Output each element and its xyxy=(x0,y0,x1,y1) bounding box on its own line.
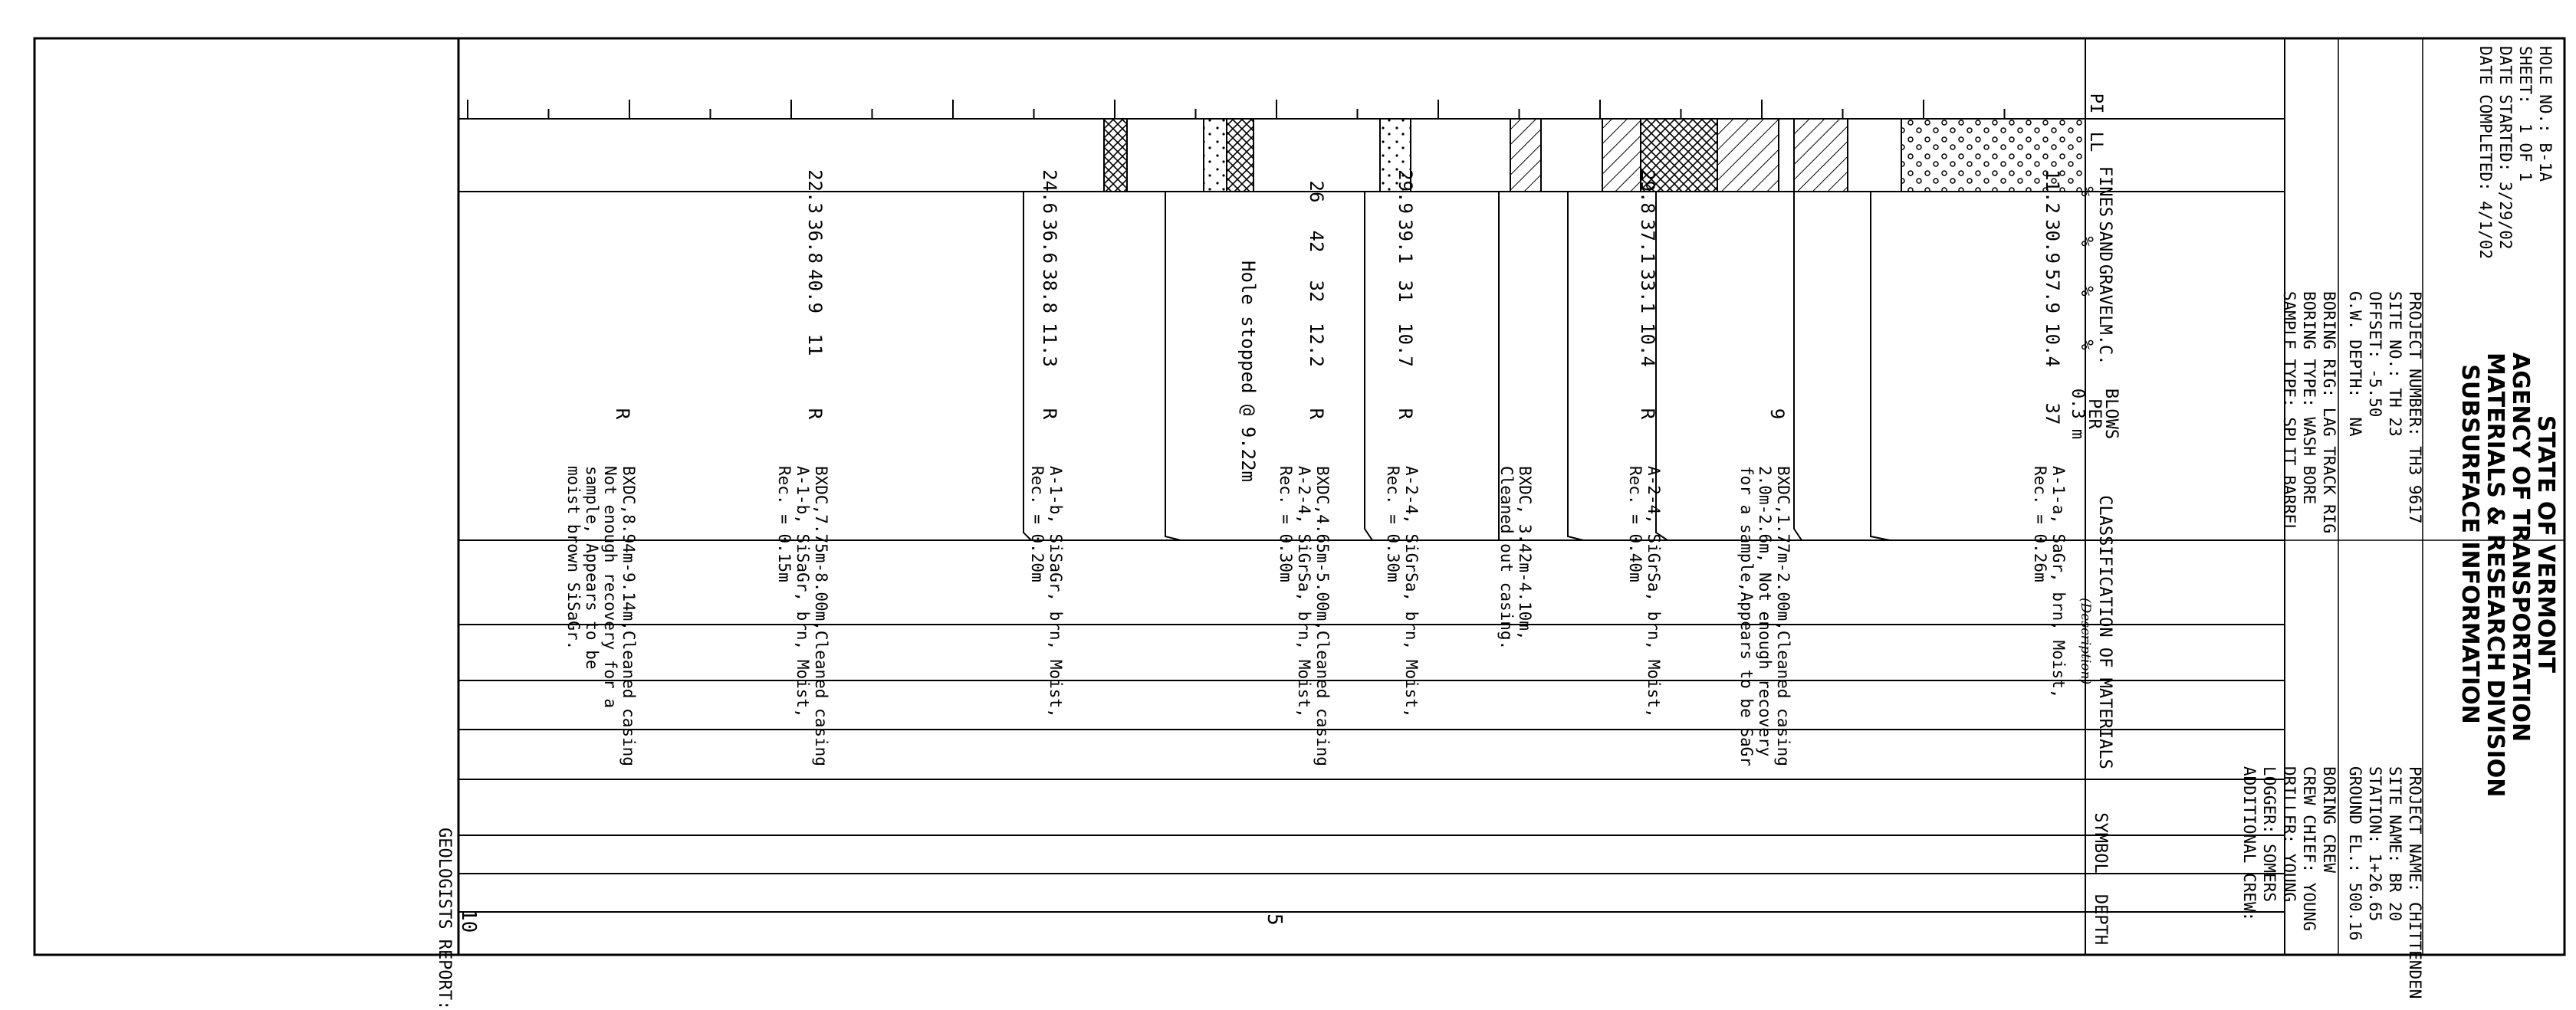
site-number: SITE NO.: TH 23 xyxy=(2386,291,2404,437)
sample-description-line: A-2-4, SiGrSa, brn, Moist, xyxy=(1644,466,1664,718)
sample-mc-value: 10.4 xyxy=(1637,323,1659,367)
sample-description-line: Rec. = 0.20m xyxy=(1027,466,1046,582)
sample-gravel-value: 32 xyxy=(1305,280,1327,303)
sample-description-line: Rec. = 0.26m xyxy=(2030,466,2049,582)
col-header-blows-1: BLOWS xyxy=(2101,388,2121,440)
project-number: PROJECT NUMBER: TH3 9617 xyxy=(2406,291,2424,524)
sample-gravel-value: 38.8 xyxy=(1038,269,1060,313)
date-started: DATE STARTED: 3/29/02 xyxy=(2496,46,2515,250)
col-header-gravel-2: % xyxy=(2077,286,2096,297)
col-header-gravel-1: GRAVEL xyxy=(2095,264,2114,326)
sample-mc-value: 11 xyxy=(803,333,826,356)
sample-description-line: A-2-4, SiGrSa, brn, Moist, xyxy=(1401,466,1421,718)
sample-description-line: Not enough recovery for a xyxy=(600,466,619,709)
col-header-ll: LL xyxy=(2086,131,2105,152)
logger: LOGGER: SOMERS xyxy=(2260,766,2279,903)
hole-stopped-note: Hole stopped @ 9.22m xyxy=(1237,261,1259,482)
sample-sand-value: 30.9 xyxy=(2041,219,2063,264)
geologists-report-label: GEOLOGISTS REPORT: xyxy=(435,828,454,1010)
sample-sand-value: 37.1 xyxy=(1637,219,1659,264)
sample-description-line: moist brown SiSaGr. xyxy=(564,466,583,651)
sample-description-line: A-2-4, SiGrSa, brn, Moist, xyxy=(1294,466,1313,718)
additional-crew: ADDITIONAL CREW: xyxy=(2240,766,2259,922)
boring-crew: BORING CREW xyxy=(2320,766,2338,874)
groundwater-depth: G.W. DEPTH: NA xyxy=(2346,291,2364,437)
crew-chief: CREW CHIEF: YOUNG xyxy=(2300,766,2318,931)
sample-description-line: Rec. = 0.30m xyxy=(1383,466,1402,582)
sample-mc-value: 11.3 xyxy=(1038,323,1060,367)
sample-gravel-value: 57.9 xyxy=(2041,269,2063,313)
sample-blows-value: R xyxy=(611,408,633,420)
agency-title-1: STATE OF VERMONT xyxy=(2532,415,2559,674)
sample-sand-value: 36.8 xyxy=(803,219,826,264)
sample-mc-value: 12.2 xyxy=(1305,323,1327,367)
date-completed: DATE COMPLETED: 4/1/02 xyxy=(2476,46,2495,260)
sample-fines-value: 26 xyxy=(1305,180,1327,203)
sample-description-line: sample, Appears to be xyxy=(582,466,601,670)
sample-blows-value: R xyxy=(1305,408,1327,420)
col-header-pi: PI xyxy=(2086,93,2105,114)
col-header-mc-1: M.C. xyxy=(2095,324,2114,366)
sample-gravel-value: 40.9 xyxy=(803,269,826,313)
sample-description-line: BXDC,8.94m-9.14m,Cleaned casing xyxy=(619,466,638,766)
sample-blows-value: 9 xyxy=(1766,408,1789,420)
sample-mc-value: 10.4 xyxy=(2041,323,2063,367)
sample-description-line: BXDC,4.65m-5.00m,Cleaned casing xyxy=(1313,466,1332,766)
col-header-sand-1: SAND xyxy=(2095,221,2114,262)
sample-description-line: A-1-a, SaGr, brn, Moist, xyxy=(2049,466,2068,699)
sample-fines-value: 22.3 xyxy=(803,169,826,214)
ground-elevation: GROUND EL.: 500.16 xyxy=(2346,766,2364,941)
agency-title-4: SUBSURFACE INFORMATION xyxy=(2456,364,2483,724)
boring-rig: BORING RIG: LAG TRACK RIG xyxy=(2320,291,2338,534)
col-header-symbol: SYMBOL xyxy=(2091,812,2110,874)
sample-sand-value: 39.1 xyxy=(1394,219,1416,264)
depth-tick-label-5: 5 xyxy=(1263,913,1286,926)
sample-description-line: A-1-b, SiSaGr, brn, Moist, xyxy=(793,466,812,718)
offset: OFFSET: -5.50 xyxy=(2366,291,2384,418)
sample-blows-value: R xyxy=(1038,408,1060,420)
sample-sand-value: 42 xyxy=(1305,230,1327,253)
sample-description-line: 2.0m-2.6m, Not enough recovery xyxy=(1756,466,1775,757)
col-header-fines-1: FINES xyxy=(2095,166,2114,218)
agency-title-2: AGENCY OF TRANSPORTATION xyxy=(2507,353,2534,743)
sample-description-line: BXDC,7.75m-8.00m,Cleaned casing xyxy=(811,466,830,766)
col-header-depth: DEPTH xyxy=(2091,894,2110,946)
sample-fines-value: 29.8 xyxy=(1637,169,1659,214)
boring-type: BORING TYPE: WASH BORE xyxy=(2300,291,2318,505)
col-header-blows-3: 0.3 m xyxy=(2068,388,2087,440)
depth-tick-label-10: 10 xyxy=(457,909,480,933)
driller: DRILLER: YOUNG xyxy=(2280,766,2298,903)
sample-description-line: BXDC, 3.42m-4.10m, xyxy=(1515,466,1534,641)
sample-blows-value: R xyxy=(1637,408,1659,420)
station: STATION: 1+26.65 xyxy=(2366,766,2384,922)
sample-blows-value: R xyxy=(803,408,826,420)
col-header-fines-2: % xyxy=(2077,186,2096,197)
sample-gravel-value: 31 xyxy=(1394,280,1416,303)
project-name: PROJECT NAME: CHITTENDEN xyxy=(2406,766,2424,999)
sample-description-line: Cleaned out casing. xyxy=(1497,466,1516,651)
col-header-classification: CLASSIFICATION OF MATERIALS xyxy=(2095,495,2114,769)
sample-blows-value: 37 xyxy=(2041,402,2063,425)
sample-mc-value: 10.7 xyxy=(1394,323,1416,367)
sample-fines-value: 11.2 xyxy=(2041,169,2063,214)
sample-description-line: Rec. = 0.40m xyxy=(1626,466,1645,582)
sample-description-line: A-1-b, SiSaGr, brn, Moist, xyxy=(1046,466,1065,718)
sample-blows-value: R xyxy=(1394,408,1416,420)
sample-description-line: BXDC,1.77m-2.00m,Cleaned casing xyxy=(1774,466,1793,766)
sheet-number: SHEET: 1 OF 1 xyxy=(2516,46,2535,182)
col-header-classification-sub: (Description) xyxy=(2078,598,2093,685)
agency-title-3: MATERIALS & RESEARCH DIVISION xyxy=(2482,353,2509,798)
sample-gravel-value: 33.1 xyxy=(1637,269,1659,313)
sample-description-line: Rec. = 0.30m xyxy=(1276,466,1295,582)
col-header-sand-2: % xyxy=(2077,236,2096,247)
hole-number: HOLE NO.: B-1A xyxy=(2536,46,2555,182)
site-name: SITE NAME: BR 20 xyxy=(2386,766,2404,922)
sample-fines-value: 24.6 xyxy=(1038,169,1060,214)
sample-type: SAMPLE TYPE: SPLIT BARREL xyxy=(2280,291,2298,534)
sample-sand-value: 36.6 xyxy=(1038,219,1060,264)
sample-description-line: Rec. = 0.15m xyxy=(774,466,794,582)
col-header-mc-2: % xyxy=(2077,339,2096,350)
col-header-blows-2: PER xyxy=(2085,398,2104,429)
sample-fines-value: 29.9 xyxy=(1394,169,1416,214)
sample-description-line: for a sample,Appears to be SaGr xyxy=(1737,466,1756,766)
